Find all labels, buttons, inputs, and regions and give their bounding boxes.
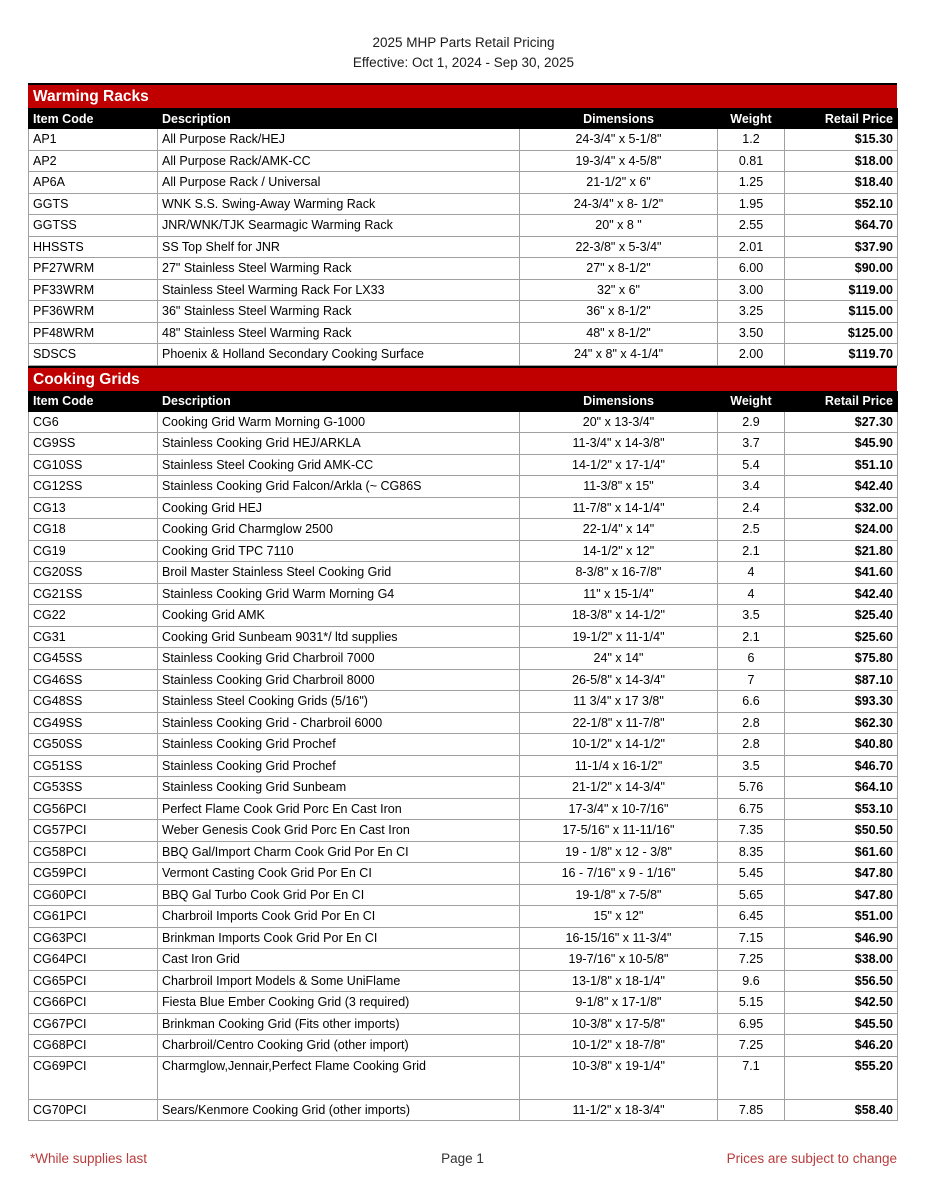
item-code-cell: CG18 xyxy=(29,519,158,541)
table-row xyxy=(29,411,898,433)
col-header-dimensions: Dimensions xyxy=(520,391,718,411)
item-code-cell: SDSCS xyxy=(29,344,158,366)
retail-price-cell: $41.60 xyxy=(785,562,898,584)
dimensions-cell: 22-1/8" x 11-7/8" xyxy=(520,712,718,734)
table-row xyxy=(29,236,898,258)
item-code-cell: CG56PCI xyxy=(29,798,158,820)
weight-cell: 2.00 xyxy=(718,344,785,366)
table-row xyxy=(29,172,898,194)
weight-cell: 3.00 xyxy=(718,279,785,301)
item-code-cell: CG61PCI xyxy=(29,906,158,928)
retail-price-cell: $37.90 xyxy=(785,236,898,258)
retail-price-cell: $115.00 xyxy=(785,301,898,323)
retail-price-cell: $125.00 xyxy=(785,322,898,344)
description-cell: Cooking Grid HEJ xyxy=(158,497,520,519)
table-row xyxy=(29,691,898,713)
weight-cell: 2.01 xyxy=(718,236,785,258)
weight-cell: 5.76 xyxy=(718,777,785,799)
table-row xyxy=(29,215,898,237)
retail-price-cell: $58.40 xyxy=(785,1099,898,1121)
table-row xyxy=(29,129,898,151)
cooking-grids-table xyxy=(28,391,898,1122)
table-row xyxy=(29,777,898,799)
retail-price-cell: $93.30 xyxy=(785,691,898,713)
dimensions-cell: 11 3/4" x 17 3/8" xyxy=(520,691,718,713)
retail-price-cell: $25.40 xyxy=(785,605,898,627)
weight-cell: 5.4 xyxy=(718,454,785,476)
retail-price-cell: $61.60 xyxy=(785,841,898,863)
item-code-cell: AP2 xyxy=(29,150,158,172)
item-code-cell: GGTS xyxy=(29,193,158,215)
retail-price-cell: $25.60 xyxy=(785,626,898,648)
description-cell: Cooking Grid Sunbeam 9031*/ ltd supplies xyxy=(158,626,520,648)
section-header-cooking-grids: Cooking Grids xyxy=(28,366,897,391)
description-cell: Cooking Grid Warm Morning G-1000 xyxy=(158,411,520,433)
retail-price-cell: $50.50 xyxy=(785,820,898,842)
weight-cell: 0.81 xyxy=(718,150,785,172)
footer-prices-note: Prices are subject to change xyxy=(726,1151,897,1166)
dimensions-cell: 10-1/2" x 14-1/2" xyxy=(520,734,718,756)
item-code-cell: CG64PCI xyxy=(29,949,158,971)
item-code-cell: CG9SS xyxy=(29,433,158,455)
description-cell: All Purpose Rack/AMK-CC xyxy=(158,150,520,172)
item-code-cell: CG51SS xyxy=(29,755,158,777)
retail-price-cell: $45.90 xyxy=(785,433,898,455)
retail-price-cell: $87.10 xyxy=(785,669,898,691)
item-code-cell: CG66PCI xyxy=(29,992,158,1014)
dimensions-cell: 17-5/16" x 11-11/16" xyxy=(520,820,718,842)
dimensions-cell: 24-3/4" x 8- 1/2" xyxy=(520,193,718,215)
price-tables xyxy=(28,83,897,1121)
item-code-cell: CG65PCI xyxy=(29,970,158,992)
retail-price-cell: $51.10 xyxy=(785,454,898,476)
description-cell: Cooking Grid TPC 7110 xyxy=(158,540,520,562)
description-cell: SS Top Shelf for JNR xyxy=(158,236,520,258)
retail-price-cell: $42.40 xyxy=(785,583,898,605)
description-cell: Perfect Flame Cook Grid Porc En Cast Iron xyxy=(158,798,520,820)
dimensions-cell: 10-1/2" x 18-7/8" xyxy=(520,1035,718,1057)
retail-price-cell: $51.00 xyxy=(785,906,898,928)
table-row xyxy=(29,322,898,344)
description-cell: Vermont Casting Cook Grid Por En CI xyxy=(158,863,520,885)
table-row xyxy=(29,820,898,842)
dimensions-cell: 26-5/8" x 14-3/4" xyxy=(520,669,718,691)
table-row xyxy=(29,906,898,928)
dimensions-cell: 15" x 12" xyxy=(520,906,718,928)
retail-price-cell: $56.50 xyxy=(785,970,898,992)
item-code-cell: CG13 xyxy=(29,497,158,519)
table-row xyxy=(29,863,898,885)
item-code-cell: HHSSTS xyxy=(29,236,158,258)
retail-price-cell: $52.10 xyxy=(785,193,898,215)
table-row xyxy=(29,1013,898,1035)
table-row xyxy=(29,1056,898,1099)
weight-cell: 7 xyxy=(718,669,785,691)
weight-cell: 3.25 xyxy=(718,301,785,323)
item-code-cell: CG12SS xyxy=(29,476,158,498)
dimensions-cell: 19-3/4" x 4-5/8" xyxy=(520,150,718,172)
description-cell: WNK S.S. Swing-Away Warming Rack xyxy=(158,193,520,215)
description-cell: Sears/Kenmore Cooking Grid (other imports) xyxy=(158,1099,520,1121)
effective-dates: Effective: Oct 1, 2024 - Sep 30, 2025 xyxy=(352,55,575,70)
description-cell: Stainless Cooking Grid - Charbroil 6000 xyxy=(158,712,520,734)
weight-cell: 5.15 xyxy=(718,992,785,1014)
item-code-cell: PF27WRM xyxy=(29,258,158,280)
weight-cell: 2.5 xyxy=(718,519,785,541)
table-row xyxy=(29,433,898,455)
retail-price-cell: $18.00 xyxy=(785,150,898,172)
item-code-cell: CG68PCI xyxy=(29,1035,158,1057)
item-code-cell: PF33WRM xyxy=(29,279,158,301)
dimensions-cell: 16-15/16" x 11-3/4" xyxy=(520,927,718,949)
weight-cell: 8.35 xyxy=(718,841,785,863)
weight-cell: 7.25 xyxy=(718,949,785,971)
weight-cell: 7.25 xyxy=(718,1035,785,1057)
table-row xyxy=(29,150,898,172)
table-row xyxy=(29,884,898,906)
dimensions-cell: 19-1/8" x 7-5/8" xyxy=(520,884,718,906)
description-cell: Stainless Cooking Grid Warm Morning G4 xyxy=(158,583,520,605)
item-code-cell: CG50SS xyxy=(29,734,158,756)
retail-price-cell: $32.00 xyxy=(785,497,898,519)
description-cell: Stainless Cooking Grid Charbroil 8000 xyxy=(158,669,520,691)
description-cell: Phoenix & Holland Secondary Cooking Surface xyxy=(158,344,520,366)
weight-cell: 3.50 xyxy=(718,322,785,344)
table-row xyxy=(29,583,898,605)
dimensions-cell: 9-1/8" x 17-1/8" xyxy=(520,992,718,1014)
description-cell: Stainless Cooking Grid Falcon/Arkla (~ CG86S xyxy=(158,476,520,498)
col-header-item-code: Item Code xyxy=(29,109,158,129)
dimensions-cell: 21-1/2" x 6" xyxy=(520,172,718,194)
retail-price-cell: $62.30 xyxy=(785,712,898,734)
item-code-cell: CG60PCI xyxy=(29,884,158,906)
dimensions-cell: 17-3/4" x 10-7/16" xyxy=(520,798,718,820)
item-code-cell: CG21SS xyxy=(29,583,158,605)
table-row xyxy=(29,540,898,562)
table-row xyxy=(29,1035,898,1057)
weight-cell: 9.6 xyxy=(718,970,785,992)
table-row xyxy=(29,841,898,863)
dimensions-cell: 20" x 8 " xyxy=(520,215,718,237)
dimensions-cell: 21-1/2" x 14-3/4" xyxy=(520,777,718,799)
retail-price-cell: $27.30 xyxy=(785,411,898,433)
item-code-cell: AP6A xyxy=(29,172,158,194)
table-row xyxy=(29,279,898,301)
table-row xyxy=(29,949,898,971)
retail-price-cell: $47.80 xyxy=(785,884,898,906)
table-row xyxy=(29,712,898,734)
description-cell: 48" Stainless Steel Warming Rack xyxy=(158,322,520,344)
dimensions-cell: 10-3/8" x 17-5/8" xyxy=(520,1013,718,1035)
weight-cell: 3.7 xyxy=(718,433,785,455)
section-header-warming-racks: Warming Racks xyxy=(28,83,897,108)
col-header-weight: Weight xyxy=(718,391,785,411)
retail-price-cell: $55.20 xyxy=(785,1056,898,1099)
weight-cell: 3.4 xyxy=(718,476,785,498)
dimensions-cell: 13-1/8" x 18-1/4" xyxy=(520,970,718,992)
weight-cell: 2.9 xyxy=(718,411,785,433)
retail-price-cell: $90.00 xyxy=(785,258,898,280)
description-cell: Cast Iron Grid xyxy=(158,949,520,971)
weight-cell: 6.00 xyxy=(718,258,785,280)
table-row xyxy=(29,476,898,498)
weight-cell: 6.75 xyxy=(718,798,785,820)
retail-price-cell: $45.50 xyxy=(785,1013,898,1035)
item-code-cell: GGTSS xyxy=(29,215,158,237)
item-code-cell: CG58PCI xyxy=(29,841,158,863)
description-cell: JNR/WNK/TJK Searmagic Warming Rack xyxy=(158,215,520,237)
weight-cell: 2.1 xyxy=(718,626,785,648)
description-cell: Stainless Steel Cooking Grids (5/16") xyxy=(158,691,520,713)
warming-racks-table xyxy=(28,108,898,366)
weight-cell: 7.1 xyxy=(718,1056,785,1099)
retail-price-cell: $18.40 xyxy=(785,172,898,194)
table-row xyxy=(29,798,898,820)
col-header-description: Description xyxy=(158,391,520,411)
weight-cell: 6.95 xyxy=(718,1013,785,1035)
description-cell: All Purpose Rack / Universal xyxy=(158,172,520,194)
description-cell: Charbroil Import Models & Some UniFlame xyxy=(158,970,520,992)
item-code-cell: CG10SS xyxy=(29,454,158,476)
description-cell: Stainless Cooking Grid Prochef xyxy=(158,734,520,756)
description-cell: BBQ Gal/Import Charm Cook Grid Por En CI xyxy=(158,841,520,863)
footer-while-supplies-note: *While supplies last xyxy=(30,1151,148,1166)
retail-price-cell: $119.00 xyxy=(785,279,898,301)
description-cell: Brinkman Cooking Grid (Fits other imports) xyxy=(158,1013,520,1035)
description-cell: All Purpose Rack/HEJ xyxy=(158,129,520,151)
weight-cell: 2.4 xyxy=(718,497,785,519)
item-code-cell: CG57PCI xyxy=(29,820,158,842)
document-title: 2025 MHP Parts Retail Pricing xyxy=(372,35,555,50)
dimensions-cell: 22-3/8" x 5-3/4" xyxy=(520,236,718,258)
item-code-cell: CG67PCI xyxy=(29,1013,158,1035)
weight-cell: 7.15 xyxy=(718,927,785,949)
table-row xyxy=(29,454,898,476)
weight-cell: 7.85 xyxy=(718,1099,785,1121)
dimensions-cell: 22-1/4" x 14" xyxy=(520,519,718,541)
dimensions-cell: 18-3/8" x 14-1/2" xyxy=(520,605,718,627)
retail-price-cell: $21.80 xyxy=(785,540,898,562)
description-cell: Broil Master Stainless Steel Cooking Grid xyxy=(158,562,520,584)
page-number: Page 1 xyxy=(441,1151,484,1166)
weight-cell: 3.5 xyxy=(718,605,785,627)
weight-cell: 1.95 xyxy=(718,193,785,215)
retail-price-cell: $119.70 xyxy=(785,344,898,366)
section-warming-racks xyxy=(28,83,897,366)
dimensions-cell: 10-3/8" x 19-1/4" xyxy=(520,1056,718,1099)
dimensions-cell: 19-7/16" x 10-5/8" xyxy=(520,949,718,971)
item-code-cell: CG46SS xyxy=(29,669,158,691)
description-cell: BBQ Gal Turbo Cook Grid Por En CI xyxy=(158,884,520,906)
weight-cell: 6.6 xyxy=(718,691,785,713)
table-row xyxy=(29,626,898,648)
weight-cell: 7.35 xyxy=(718,820,785,842)
dimensions-cell: 11-7/8" x 14-1/4" xyxy=(520,497,718,519)
item-code-cell: CG19 xyxy=(29,540,158,562)
table-row xyxy=(29,755,898,777)
weight-cell: 4 xyxy=(718,562,785,584)
retail-price-cell: $46.70 xyxy=(785,755,898,777)
description-cell: Stainless Cooking Grid Prochef xyxy=(158,755,520,777)
retail-price-cell: $64.10 xyxy=(785,777,898,799)
item-code-cell: CG69PCI xyxy=(29,1056,158,1099)
retail-price-cell: $42.50 xyxy=(785,992,898,1014)
dimensions-cell: 11-1/2" x 18-3/4" xyxy=(520,1099,718,1121)
col-header-item-code: Item Code xyxy=(29,391,158,411)
description-cell: Fiesta Blue Ember Cooking Grid (3 required) xyxy=(158,992,520,1014)
dimensions-cell: 11-3/8" x 15" xyxy=(520,476,718,498)
description-cell: Cooking Grid Charmglow 2500 xyxy=(158,519,520,541)
dimensions-cell: 11" x 15-1/4" xyxy=(520,583,718,605)
item-code-cell: CG6 xyxy=(29,411,158,433)
item-code-cell: CG59PCI xyxy=(29,863,158,885)
retail-price-cell: $38.00 xyxy=(785,949,898,971)
table-row xyxy=(29,193,898,215)
retail-price-cell: $46.90 xyxy=(785,927,898,949)
item-code-cell: CG22 xyxy=(29,605,158,627)
table-row xyxy=(29,562,898,584)
table-row xyxy=(29,1099,898,1121)
dimensions-cell: 36" x 8-1/2" xyxy=(520,301,718,323)
retail-price-cell: $64.70 xyxy=(785,215,898,237)
dimensions-cell: 14-1/2" x 12" xyxy=(520,540,718,562)
retail-price-cell: $75.80 xyxy=(785,648,898,670)
dimensions-cell: 19-1/2" x 11-1/4" xyxy=(520,626,718,648)
dimensions-cell: 11-1/4 x 16-1/2" xyxy=(520,755,718,777)
weight-cell: 2.1 xyxy=(718,540,785,562)
weight-cell: 5.45 xyxy=(718,863,785,885)
item-code-cell: CG45SS xyxy=(29,648,158,670)
description-cell: 36" Stainless Steel Warming Rack xyxy=(158,301,520,323)
retail-price-cell: $42.40 xyxy=(785,476,898,498)
col-header-weight: Weight xyxy=(718,109,785,129)
dimensions-cell: 14-1/2" x 17-1/4" xyxy=(520,454,718,476)
weight-cell: 2.8 xyxy=(718,712,785,734)
dimensions-cell: 11-3/4" x 14-3/8" xyxy=(520,433,718,455)
description-cell: Weber Genesis Cook Grid Porc En Cast Iron xyxy=(158,820,520,842)
dimensions-cell: 20" x 13-3/4" xyxy=(520,411,718,433)
item-code-cell: CG20SS xyxy=(29,562,158,584)
table-row xyxy=(29,992,898,1014)
table-row xyxy=(29,734,898,756)
table-row xyxy=(29,605,898,627)
retail-price-cell: $53.10 xyxy=(785,798,898,820)
table-row xyxy=(29,344,898,366)
weight-cell: 1.25 xyxy=(718,172,785,194)
item-code-cell: CG49SS xyxy=(29,712,158,734)
retail-price-cell: $46.20 xyxy=(785,1035,898,1057)
item-code-cell: CG31 xyxy=(29,626,158,648)
description-cell: Stainless Cooking Grid Sunbeam xyxy=(158,777,520,799)
col-header-retail-price: Retail Price xyxy=(785,109,898,129)
weight-cell: 2.55 xyxy=(718,215,785,237)
page-footer xyxy=(28,1151,897,1169)
dimensions-cell: 24" x 8" x 4-1/4" xyxy=(520,344,718,366)
item-code-cell: AP1 xyxy=(29,129,158,151)
retail-price-cell: $47.80 xyxy=(785,863,898,885)
retail-price-cell: $40.80 xyxy=(785,734,898,756)
description-cell: 27" Stainless Steel Warming Rack xyxy=(158,258,520,280)
table-row xyxy=(29,519,898,541)
table-row xyxy=(29,497,898,519)
description-cell: Stainless Steel Warming Rack For LX33 xyxy=(158,279,520,301)
table-row xyxy=(29,669,898,691)
description-cell: Cooking Grid AMK xyxy=(158,605,520,627)
item-code-cell: CG48SS xyxy=(29,691,158,713)
table-row xyxy=(29,970,898,992)
item-code-cell: PF48WRM xyxy=(29,322,158,344)
description-cell: Charbroil Imports Cook Grid Por En CI xyxy=(158,906,520,928)
column-header-row xyxy=(29,391,898,411)
weight-cell: 3.5 xyxy=(718,755,785,777)
retail-price-cell: $24.00 xyxy=(785,519,898,541)
description-cell: Stainless Cooking Grid HEJ/ARKLA xyxy=(158,433,520,455)
table-row xyxy=(29,301,898,323)
description-cell: Charmglow,Jennair,Perfect Flame Cooking Grid xyxy=(158,1056,520,1099)
description-cell: Stainless Steel Cooking Grid AMK-CC xyxy=(158,454,520,476)
dimensions-cell: 32" x 6" xyxy=(520,279,718,301)
description-cell: Brinkman Imports Cook Grid Por En CI xyxy=(158,927,520,949)
table-row xyxy=(29,258,898,280)
weight-cell: 2.8 xyxy=(718,734,785,756)
col-header-description: Description xyxy=(158,109,520,129)
weight-cell: 1.2 xyxy=(718,129,785,151)
weight-cell: 5.65 xyxy=(718,884,785,906)
column-header-row xyxy=(29,109,898,129)
col-header-retail-price: Retail Price xyxy=(785,391,898,411)
weight-cell: 6 xyxy=(718,648,785,670)
dimensions-cell: 24" x 14" xyxy=(520,648,718,670)
item-code-cell: CG63PCI xyxy=(29,927,158,949)
item-code-cell: CG53SS xyxy=(29,777,158,799)
item-code-cell: CG70PCI xyxy=(29,1099,158,1121)
description-cell: Charbroil/Centro Cooking Grid (other import) xyxy=(158,1035,520,1057)
item-code-cell: PF36WRM xyxy=(29,301,158,323)
dimensions-cell: 24-3/4" x 5-1/8" xyxy=(520,129,718,151)
table-row xyxy=(29,927,898,949)
dimensions-cell: 48" x 8-1/2" xyxy=(520,322,718,344)
section-cooking-grids xyxy=(28,366,897,1122)
table-row xyxy=(29,648,898,670)
dimensions-cell: 27" x 8-1/2" xyxy=(520,258,718,280)
dimensions-cell: 19 - 1/8" x 12 - 3/8" xyxy=(520,841,718,863)
weight-cell: 6.45 xyxy=(718,906,785,928)
col-header-dimensions: Dimensions xyxy=(520,109,718,129)
weight-cell: 4 xyxy=(718,583,785,605)
dimensions-cell: 8-3/8" x 16-7/8" xyxy=(520,562,718,584)
description-cell: Stainless Cooking Grid Charbroil 7000 xyxy=(158,648,520,670)
dimensions-cell: 16 - 7/16" x 9 - 1/16" xyxy=(520,863,718,885)
retail-price-cell: $15.30 xyxy=(785,129,898,151)
